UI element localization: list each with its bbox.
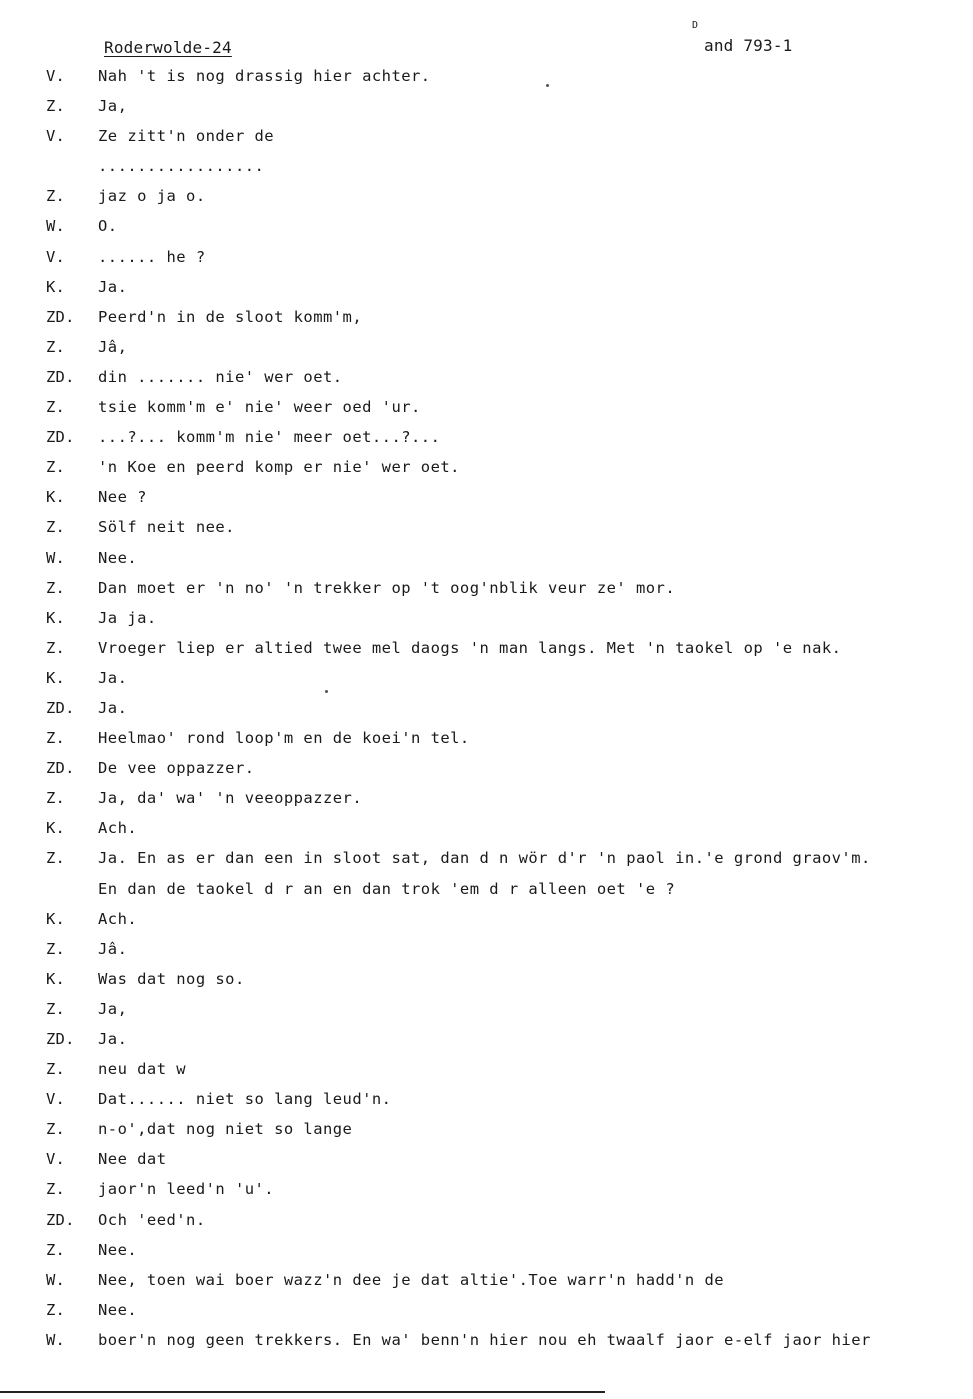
speaker-label: ZD.	[46, 1210, 75, 1229]
utterance-text: Ja.	[98, 668, 128, 687]
transcript-line	[0, 424, 973, 454]
speaker-label: W.	[46, 548, 66, 567]
transcript-line	[0, 815, 973, 845]
utterance-text: Sölf neit nee.	[98, 518, 235, 537]
utterance-text: Was dat nog so.	[98, 969, 245, 988]
speaker-label: Z.	[46, 97, 66, 116]
document-reference: and 793-1	[704, 36, 793, 55]
transcript-line	[0, 755, 973, 785]
transcript-line	[0, 153, 973, 183]
transcript-line	[0, 63, 973, 93]
scan-speck	[546, 84, 549, 87]
utterance-text: Nee.	[98, 1300, 138, 1319]
speaker-label: W.	[46, 1270, 66, 1289]
transcript-line	[0, 1297, 973, 1327]
speaker-label: K.	[46, 969, 66, 988]
transcript-line	[0, 244, 973, 274]
transcript-line	[0, 545, 973, 575]
transcript-line	[0, 936, 973, 966]
transcript-line	[0, 785, 973, 815]
speaker-label: Z.	[46, 187, 66, 206]
speaker-label: Z.	[46, 398, 66, 417]
transcript-line	[0, 876, 973, 906]
transcript-line	[0, 996, 973, 1026]
utterance-text: Nee dat	[98, 1150, 167, 1169]
speaker-label: K.	[46, 819, 66, 838]
utterance-text: De vee oppazzer.	[98, 759, 255, 778]
utterance-text: Jâ,	[98, 337, 128, 356]
speaker-label: W.	[46, 217, 66, 236]
utterance-text: tsie komm'm e' nie' weer oed 'ur.	[98, 398, 421, 417]
speaker-label: V.	[46, 247, 66, 266]
transcript-line	[0, 575, 973, 605]
utterance-text: Nee ?	[98, 488, 147, 507]
corner-mark: D	[692, 20, 699, 31]
transcript-line	[0, 183, 973, 213]
speaker-label: Z.	[46, 337, 66, 356]
speaker-label: K.	[46, 909, 66, 928]
transcript-line	[0, 966, 973, 996]
speaker-label: Z.	[46, 1240, 66, 1259]
utterance-text: Nee.	[98, 1240, 138, 1259]
utterance-text: Nee.	[98, 548, 138, 567]
utterance-text: Ja,	[98, 97, 128, 116]
scan-speck	[325, 690, 328, 693]
document-title: Roderwolde-24	[104, 38, 232, 57]
utterance-text: Peerd'n in de sloot komm'm,	[98, 307, 363, 326]
utterance-text: din ....... nie' wer oet.	[98, 367, 343, 386]
speaker-label: K.	[46, 277, 66, 296]
speaker-label: K.	[46, 488, 66, 507]
transcript-line	[0, 845, 973, 875]
utterance-text: Ja ja.	[98, 608, 157, 627]
speaker-label: Z.	[46, 1180, 66, 1199]
speaker-label: ZD.	[46, 307, 75, 326]
utterance-text: Och 'eed'n.	[98, 1210, 206, 1229]
utterance-text: Ze zitt'n onder de	[98, 127, 275, 146]
transcript-line	[0, 725, 973, 755]
speaker-label: Z.	[46, 578, 66, 597]
speaker-label: Z.	[46, 458, 66, 477]
speaker-label: ZD.	[46, 367, 75, 386]
speaker-label: Z.	[46, 729, 66, 748]
utterance-text: Ja.	[98, 1030, 128, 1048]
utterance-text: Nee, toen wai boer wazz'n dee je dat altie'.Toe warr'n hadd'n de	[98, 1270, 725, 1289]
speaker-label: Z.	[46, 1120, 66, 1139]
transcript-line	[0, 635, 973, 665]
utterance-text: Ach.	[98, 819, 138, 838]
speaker-label: ZD.	[46, 698, 75, 717]
transcript-line	[0, 93, 973, 123]
speaker-label: K.	[46, 608, 66, 627]
transcript	[0, 63, 973, 1357]
speaker-label: Z.	[46, 518, 66, 537]
speaker-label: W.	[46, 1330, 66, 1349]
transcript-line	[0, 123, 973, 153]
utterance-text: Dan moet er 'n no' 'n trekker op 't oog'nblik veur ze' mor.	[98, 578, 676, 597]
transcript-line	[0, 484, 973, 514]
utterance-text: Ja.	[98, 698, 128, 717]
speaker-label: V.	[46, 127, 66, 146]
transcript-line	[0, 364, 973, 394]
utterance-text: n-o',dat nog niet so lange	[98, 1120, 353, 1139]
speaker-label: ZD.	[46, 759, 75, 778]
utterance-text: Ach.	[98, 909, 138, 928]
utterance-text: En dan de taokel d r an en dan trok 'em d r alleen oet 'e ?	[98, 879, 676, 898]
utterance-text: Ja,	[98, 999, 128, 1018]
utterance-text: ...?... komm'm nie' meer oet...?...	[98, 428, 441, 447]
utterance-text: ...... he ?	[98, 247, 206, 266]
transcript-line	[0, 334, 973, 364]
transcript-line	[0, 605, 973, 635]
speaker-label: Z.	[46, 999, 66, 1018]
speaker-label: Z.	[46, 789, 66, 808]
transcript-line	[0, 1176, 973, 1206]
transcript-line	[0, 1207, 973, 1237]
transcript-line	[0, 1086, 973, 1116]
transcript-line	[0, 1327, 973, 1357]
transcript-line	[0, 274, 973, 304]
utterance-text: Dat...... niet so lang leud'n.	[98, 1090, 392, 1109]
transcript-line	[0, 213, 973, 243]
speaker-label: ZD.	[46, 1030, 75, 1048]
transcript-line	[0, 1237, 973, 1267]
speaker-label: Z.	[46, 939, 66, 958]
utterance-text: .................	[98, 157, 265, 176]
speaker-label: ZD.	[46, 428, 75, 447]
utterance-text: neu dat w	[98, 1060, 187, 1079]
transcript-line	[0, 1116, 973, 1146]
utterance-text: Ja, da' wa' 'n veeoppazzer.	[98, 789, 363, 808]
speaker-label: Z.	[46, 1060, 66, 1079]
footer-rule	[0, 1391, 605, 1393]
utterance-text: Ja.	[98, 277, 128, 296]
speaker-label: Z.	[46, 849, 66, 868]
transcript-line	[0, 394, 973, 424]
transcript-line	[0, 906, 973, 936]
transcript-line	[0, 1056, 973, 1086]
speaker-label: V.	[46, 67, 66, 85]
transcript-line	[0, 514, 973, 544]
speaker-label: V.	[46, 1090, 66, 1109]
transcript-line	[0, 454, 973, 484]
speaker-label: Z.	[46, 1300, 66, 1319]
utterance-text: Heelmao' rond loop'm en de koei'n tel.	[98, 729, 470, 748]
transcript-line	[0, 665, 973, 695]
utterance-text: jaz o ja o.	[98, 187, 206, 206]
utterance-text: jaor'n leed'n 'u'.	[98, 1180, 275, 1199]
speaker-label: K.	[46, 668, 66, 687]
utterance-text: Vroeger liep er altied twee mel daogs 'n man langs. Met 'n taokel op 'e nak.	[98, 638, 842, 657]
speaker-label: Z.	[46, 638, 66, 657]
transcript-line	[0, 304, 973, 334]
utterance-text: Jâ.	[98, 939, 128, 958]
transcript-line	[0, 1146, 973, 1176]
speaker-label: V.	[46, 1150, 66, 1169]
transcript-line	[0, 695, 973, 725]
utterance-text: boer'n nog geen trekkers. En wa' benn'n hier nou eh twaalf jaor e-elf jaor hier	[98, 1330, 871, 1349]
transcript-line	[0, 1267, 973, 1297]
utterance-text: Nah 't is nog drassig hier achter.	[98, 67, 431, 85]
utterance-text: O.	[98, 217, 118, 236]
utterance-text: 'n Koe en peerd komp er nie' wer oet.	[98, 458, 460, 477]
transcript-line	[0, 1026, 973, 1056]
utterance-text: Ja. En as er dan een in sloot sat, dan d n wör d'r 'n paol in.'e grond graov'm.	[98, 849, 871, 868]
